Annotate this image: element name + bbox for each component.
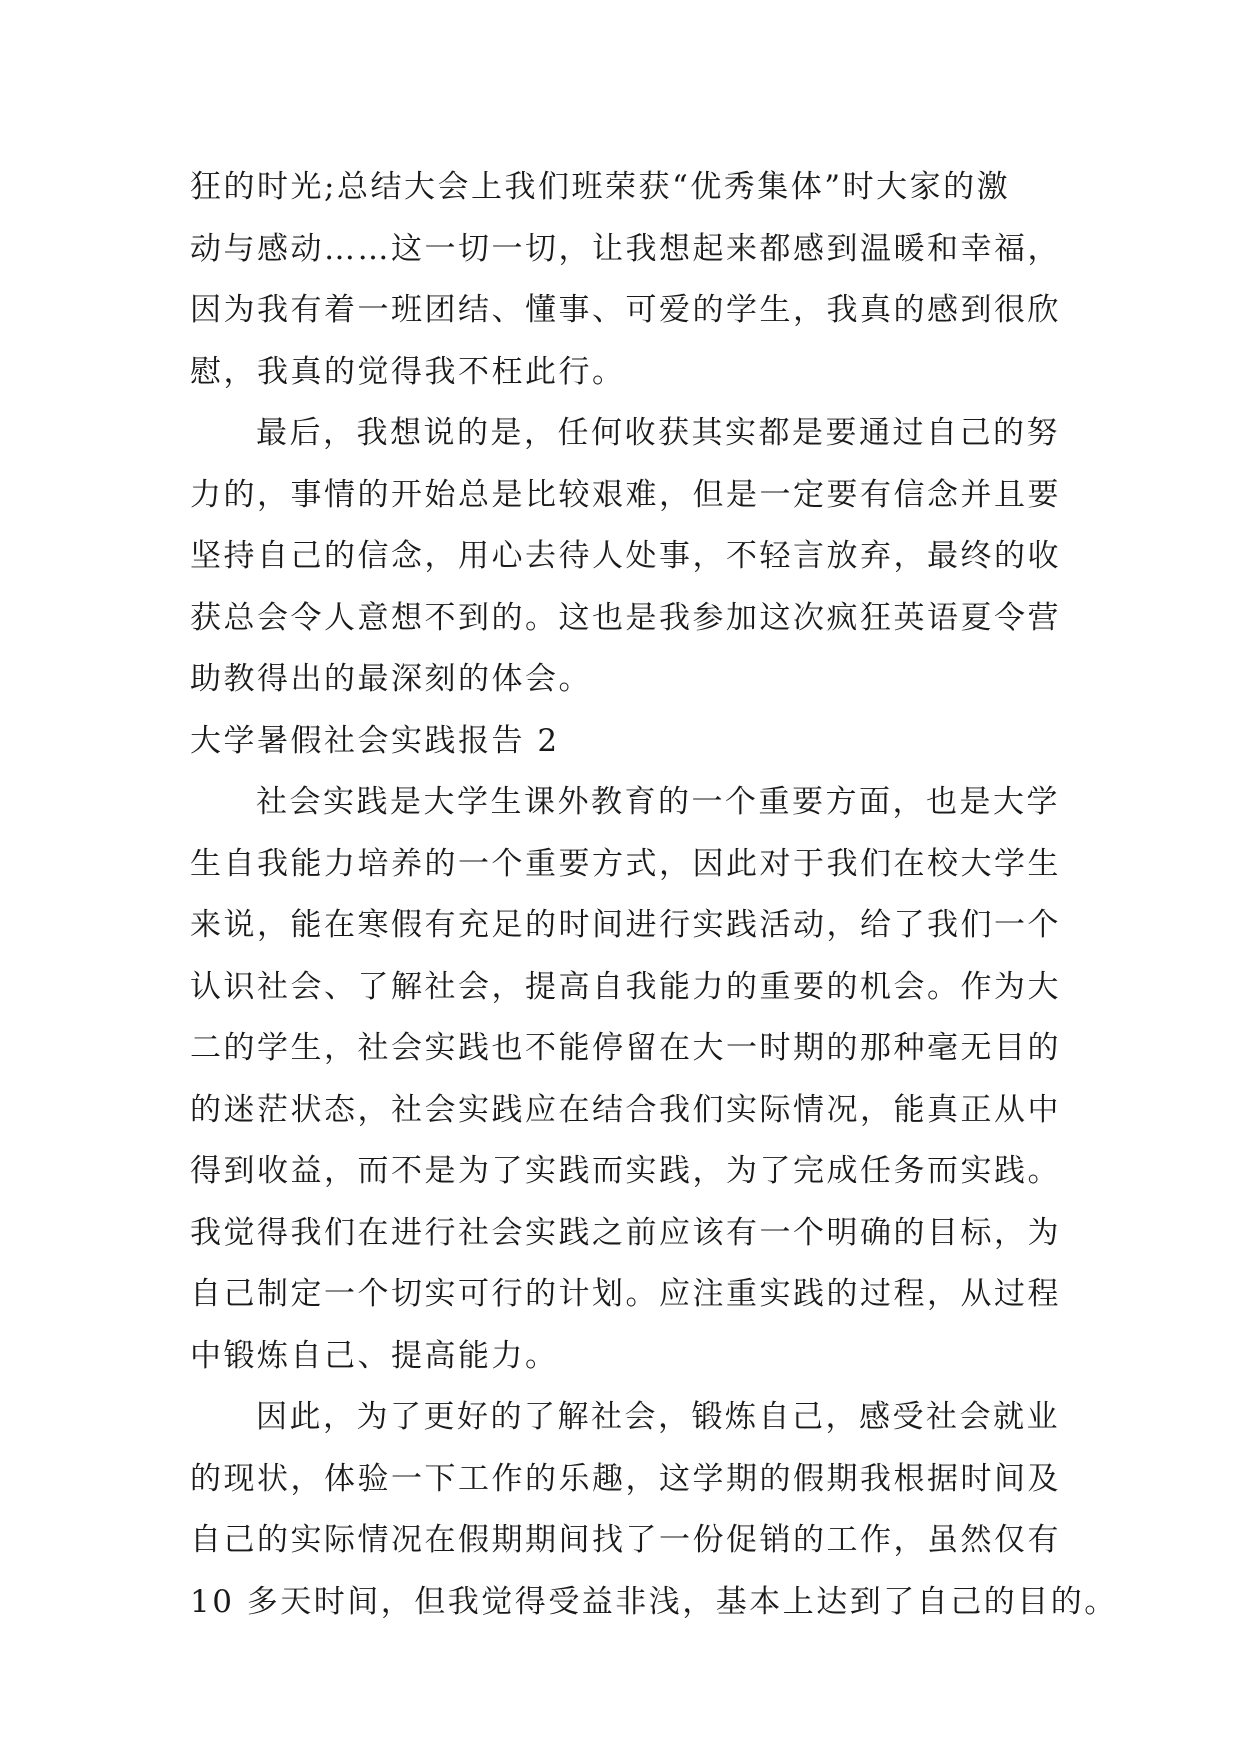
text-line: 动与感动……这一切一切，让我想起来都感到温暖和幸福，: [190, 230, 1061, 267]
text-line: 自己制定一个切实可行的计划。应注重实践的过程，从过程: [190, 1276, 1061, 1312]
text-line: 助教得出的最深刻的体会。: [190, 661, 592, 697]
paragraph-first-line: 因此，为了更好的了解社会，锻炼自己，感受社会就业: [256, 1399, 1060, 1435]
text-line: 坚持自己的信念，用心去待人处事，不轻言放弃，最终的收: [190, 538, 1061, 574]
text-line: 的现状，体验一下工作的乐趣，这学期的假期我根据时间及: [190, 1460, 1061, 1497]
text-line: 10 多天时间，但我觉得受益非浅，基本上达到了自己的目的。: [190, 1583, 1118, 1620]
paragraph-first-line: 最后，我想说的是，任何收获其实都是要通过自己的努: [256, 415, 1060, 451]
text-line: 狂的时光;总结大会上我们班荣获“优秀集体”时大家的激: [190, 169, 1011, 205]
text-line: 我觉得我们在进行社会实践之前应该有一个明确的目标，为: [190, 1214, 1061, 1251]
paragraph-first-line: 社会实践是大学生课外教育的一个重要方面，也是大学: [256, 784, 1060, 820]
text-line: 自己的实际情况在假期期间找了一份促销的工作，虽然仅有: [190, 1522, 1061, 1558]
text-line: 获总会令人意想不到的。这也是我参加这次疯狂英语夏令营: [190, 599, 1061, 636]
text-line: 认识社会、了解社会，提高自我能力的重要的机会。作为大: [190, 968, 1061, 1005]
section-heading: 大学暑假社会实践报告 2: [190, 722, 560, 759]
text-line: 力的，事情的开始总是比较艰难，但是一定要有信念并且要: [190, 476, 1061, 513]
text-line: 生自我能力培养的一个重要方式，因此对于我们在校大学生: [190, 845, 1061, 882]
text-line: 来说，能在寒假有充足的时间进行实践活动，给了我们一个: [190, 907, 1061, 943]
text-line: 慰，我真的觉得我不枉此行。: [190, 353, 626, 390]
text-line: 二的学生，社会实践也不能停留在大一时期的那种毫无目的: [190, 1030, 1061, 1066]
document-body: [190, 157, 1118, 1633]
text-line: 中锻炼自己、提高能力。: [190, 1337, 559, 1374]
text-line: 的迷茫状态，社会实践应在结合我们实际情况，能真正从中: [190, 1091, 1061, 1128]
text-line: 因为我有着一班团结、懂事、可爱的学生，我真的感到很欣: [190, 292, 1061, 328]
text-line: 得到收益，而不是为了实践而实践，为了完成任务而实践。: [190, 1153, 1061, 1189]
